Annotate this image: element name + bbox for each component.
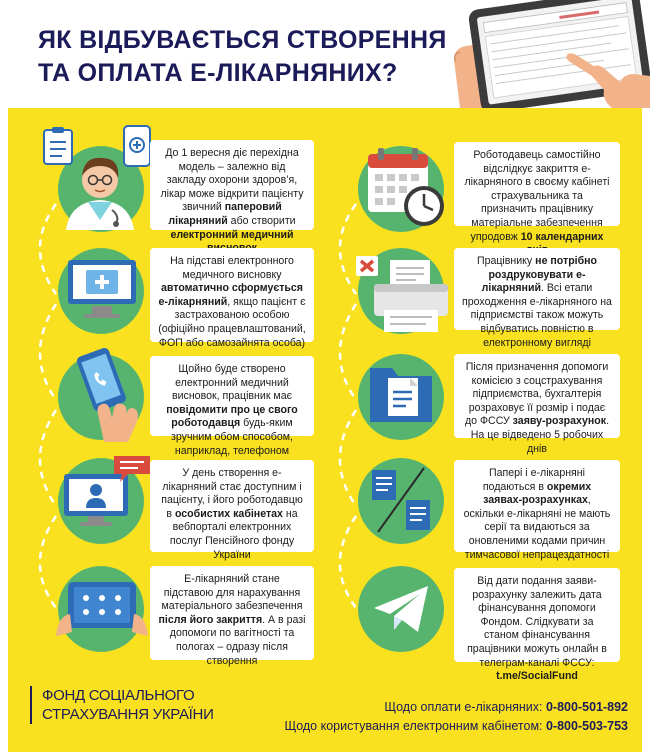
step-right-3-card [454, 354, 620, 455]
step-left-2-card [150, 248, 314, 349]
payment-hotline [284, 698, 628, 717]
emphasis-text: особистих кабінетах [174, 507, 283, 520]
step-left-1-text: До 1 вересня діє перехідна модель – залежно від закладу охорони здоров’я, лікар може відкрити пацієнту звичний паперовий лікарняний або створити електронний медичний [160, 147, 303, 254]
step-left-4-card [150, 460, 314, 561]
folder-document-icon [366, 356, 438, 430]
doctor-icon [40, 124, 160, 232]
step-right-1-card [454, 142, 620, 243]
step-right-4-card [454, 460, 620, 561]
step-right-5-card [454, 568, 620, 683]
step-left-4-text: У день створення е-лікарняний стає доступним і пацієнту, і його роботодавцю в особистих кабінетах на вебпорталі електронних послуг Пенсійного фонду України [161, 467, 303, 561]
step-right-1-text: Роботодавець самостійно відслідкує закриття е-лікарняного в своєму кабінеті страхувальника та призначить працівнику матеріальне забезпечення упродовж 10 календарних [464, 149, 609, 256]
step-right-5-text: Від дати подання заяви-розрахунку залежить дата фінансування допомоги Фондом. Слідкувати за станом фінансування працівники можуть онлайн в телеграм-каналі ФССУ: t.me/SocialFund [467, 575, 607, 683]
phone-tap-icon [64, 344, 148, 444]
cabinet-hotline [284, 717, 628, 736]
page-title [38, 24, 468, 90]
separate-documents-icon [364, 462, 440, 538]
calendar-clock-icon [362, 140, 448, 230]
fund-logo [30, 686, 214, 724]
emphasis-text: окремих заявах-розрахунках [483, 480, 592, 507]
contact-phones [284, 698, 628, 736]
logo-line-2: СТРАХУВАННЯ УКРАЇНИ [42, 706, 214, 723]
step-right-2-text: Працівнику не потрібно роздруковувати е-лікарняний. Всі етапи проходження е-лікарняного на підприємстві також можуть відбуватись повністю в електронному вигляді [462, 255, 612, 349]
title-line-1: ЯК ВІДБУВАЄТЬСЯ СТВОРЕННЯ [38, 26, 447, 54]
cabinet-hotline-label: Щодо користування електронним кабінетом: [284, 719, 546, 733]
step-left-5-text: Е-лікарняний стане підставою для нарахування матеріального забезпечення після його закриття. А в разі допомоги по вагітності та пологах – одразу після створення [158, 573, 306, 667]
step-left-3-text: Щойно буде створено електронний медичний висновок, працівник має повідомити про це свого роботодавця будь-яким зручним обом способом, наприклад, телефоном [166, 363, 298, 457]
step-right-2-card [454, 248, 620, 349]
cabinet-hotline-number: 0-800-503-753 [545, 719, 628, 733]
header [0, 0, 650, 108]
printer-cross-icon [356, 254, 452, 338]
step-left-1-card [150, 140, 314, 241]
monitor-icon [62, 256, 142, 324]
step-right-4-text: Папері і е-лікарняні подаються в окремих заявах-розрахунках, оскільки е-лікарняні не мають серії та видаються за оновленими кодами причин тимчасової непрацездатності [463, 467, 611, 561]
emphasis-text: повідомити про це свого роботодавця [166, 403, 298, 430]
title-line-2: ТА ОПЛАТА Е-ЛІКАРНЯНИХ? [38, 59, 398, 87]
emphasis-text: після його закриття [158, 613, 263, 626]
emphasis-text: електронний медичний [170, 228, 294, 241]
emphasis-text: 10 календарних [520, 230, 604, 243]
emphasis-text: t.me/SocialFund [496, 670, 578, 683]
tablet-icon [54, 572, 150, 642]
step-right-3-text: Після призначення допомоги комісією з соцстрахування підприємства, бухгалтерія розраховує її розмір і подає до ФССУ заяву-розрахунок. На це відведено 5 робочих днів [464, 361, 610, 455]
emphasis-text: заяву-розрахунок [512, 415, 607, 428]
emphasis-text: не потрібно роздруковувати е-лікарняний [481, 255, 598, 295]
step-left-2-text: На підставі електронного медичного висновку автоматично сформується е-лікарняний, якщо пацієнт є застрахованою особою (офіційно працевлаштований, ФОП або самозайнята особа) [158, 255, 306, 349]
hands-holding-tablet-icon [452, 0, 650, 108]
computer-user-icon [58, 452, 154, 532]
telegram-icon [372, 584, 432, 636]
payment-hotline-label: Щодо оплати е-лікарняних: [384, 700, 546, 714]
emphasis-text: автоматично сформується е-лікарняний [158, 282, 303, 308]
logo-line-1: ФОНД СОЦІАЛЬНОГО [42, 687, 195, 704]
emphasis-text: паперовий лікарняний [168, 201, 282, 227]
step-left-3-card [150, 356, 314, 457]
step-left-5-card [150, 566, 314, 667]
payment-hotline-number: 0-800-501-892 [545, 700, 628, 714]
